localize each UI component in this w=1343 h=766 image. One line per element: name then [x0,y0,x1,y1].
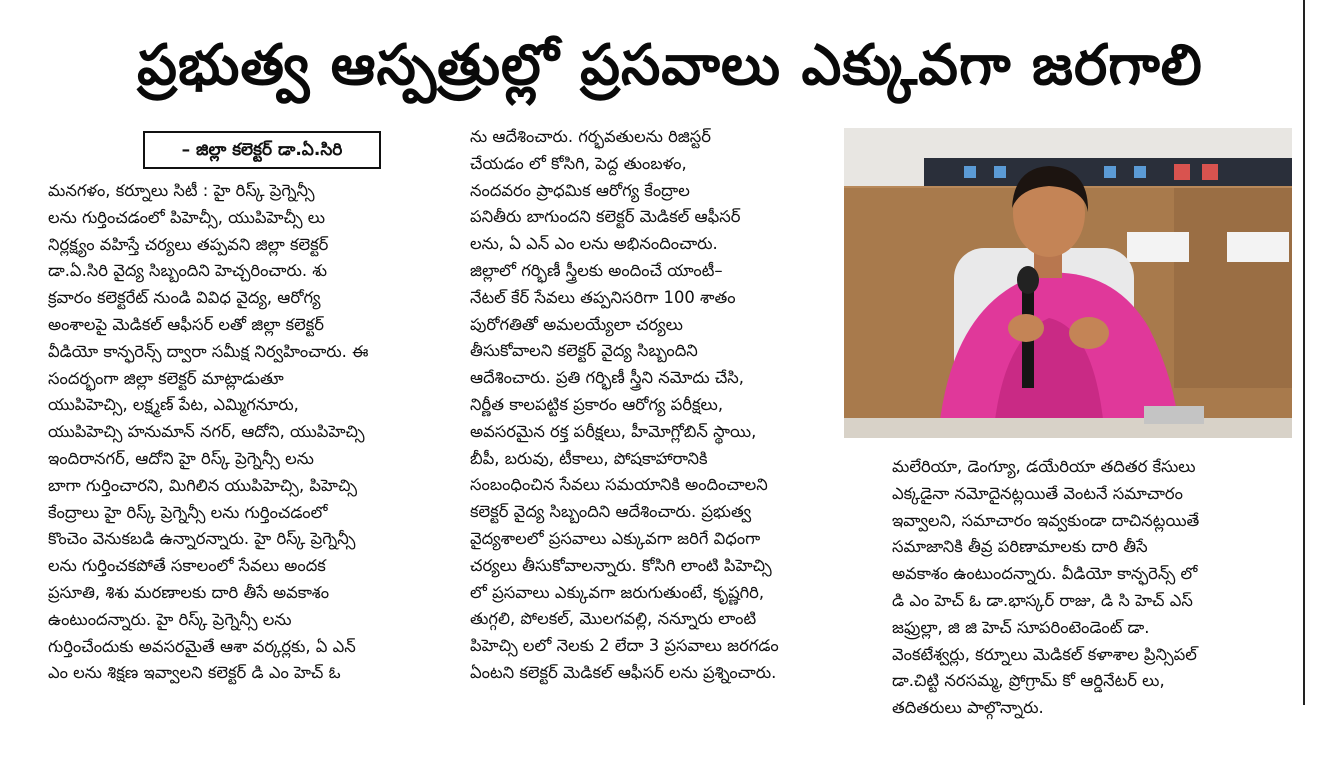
article-line: పనితీరు బాగుందని కలెక్టర్ మెడికల్ ఆఫీసర్ [470,207,741,227]
article-line: లో ప్రసవాలు ఎక్కువగా జరుగుతుంటే, కృష్ణగిరి, [470,582,765,602]
article-line: గుర్తించేందుకు అవసరమైతే ఆశా వర్కర్లకు, ఏ ఎన్ [48,636,356,656]
article-line: తుగ్గలి, పోలకల్, మొలగవల్లి, నన్నూరు లాంటి [470,609,757,629]
article-line: లను గుర్తించకపోతే సకాలంలో సేవలు అందక [48,556,326,576]
article-line: వీడియో కాన్ఫరెన్స్ ద్వారా సమీక్ష నిర్వహించారు. ఈ [48,341,369,361]
article-line: జిల్లాలో గర్భిణీ స్త్రీలకు అందించే యాంటీ– [470,260,723,280]
article-line: నందవరం ప్రాధమిక ఆరోగ్య కేంద్రాల [470,180,690,200]
column-rule [1303,0,1305,705]
article-line: తీసుకోవాలని కలెక్టర్ వైద్య సిబ్బందిని [470,341,698,361]
article-line: సందర్భంగా జిల్లా కలెక్టర్ మాట్లాడుతూ [48,368,284,388]
article-column-3 [892,454,1292,722]
article-column-1 [48,178,460,687]
article-line: తదితరులు పాల్గొన్నారు. [892,698,1044,718]
article-line: ఎక్కడైనా నమోదైనట్లయితే వెంటనే సమాచారం [892,483,1183,503]
article-line: డా.చిట్టి నరసమ్మ, ప్రోగ్రామ్ కో ఆర్డినేటర్ లు, [892,671,1165,691]
article-line: బీపీ, బరువు, టీకాలు, పోషకాహారానికి [470,448,708,468]
article-line: ఇందిరానగర్, ఆదోని హై రిస్క్ ప్రెగ్నెన్సీ లను [48,448,314,468]
article-line: సంబంధించిన సేవలు సమయానికి అందించాలని [470,475,768,495]
article-line: ఆదేశించారు. ప్రతి గర్భిణీ స్త్రీని నమోదు చేసి, [470,368,745,388]
article-line: క్రవారం కలెక్టరేట్ నుండి వివిధ వైద్య, ఆరోగ్య [48,288,321,308]
article-line: జఫ్రుల్లా, జి జి హెచ్ సూపరింటెండెంట్ డా. [892,617,1150,637]
news-photo [844,128,1292,438]
article-line: కొంచెం వెనుకబడి ఉన్నారన్నారు. హై రిస్క్ ప్రెగ్నెన్సీ [48,529,356,549]
article-line: అవసరమైన రక్త పరీక్షలు, హీమోగ్లోబిన్ స్థాయి, [470,421,757,441]
article-line: వైద్యశాలలో ప్రసవాలు ఎక్కువగా జరిగే విధంగా [470,528,761,548]
article-line: ను ఆదేశించారు. గర్భవతులను రిజిస్టర్ [470,127,712,146]
article-line: చేయడం లో కోసిగి, పెద్ద తుంబళం, [470,153,687,173]
article-line: పురోగతితో అమలయ్యేలా చర్యలు [470,314,683,334]
article-line: చర్యలు తీసుకోవాలన్నారు. కోసిగి లాంటి పిహెచ్సి [470,555,772,575]
article-line: అవకాశం ఉంటుందన్నారు. వీడియో కాన్ఫరెన్స్ లో [892,564,1198,584]
article-line: కేంద్రాలు హై రిస్క్ ప్రెగ్నెన్సీ లను గుర్తించడంలో [48,502,328,522]
article-line: యుపిహెచ్సి, లక్ష్మణ్ పేట, ఎమ్మిగనూరు, [48,395,299,415]
article-line: అంశాలపై మెడికల్ ఆఫీసర్ లతో జిల్లా కలెక్టర్ [48,314,325,334]
article-line: బాగా గుర్తించారని, మిగిలిన యుపిహెచ్సి, పిహెచ్సి [48,475,358,495]
article-line: డి ఎం హెచ్ ఓ డా.భాస్కర్ రాజు, డి సి హెచ్ ఎస్ [892,590,1193,610]
article-line: వెంకటేశ్వర్లు, కర్నూలు మెడికల్ కళాశాల ప్రిన్సిపల్ [892,644,1197,664]
article-line: ఇవ్వాలని, సమాచారం ఇవ్వకుండా దాచినట్లయితే [892,510,1200,530]
article-line: ఎం లను శిక్షణ ఇవ్వాలని కలెక్టర్ డి ఎం హెచ్ ఓ [48,663,341,683]
article-line: లను, ఏ ఎన్ ఎం లను అభినందించారు. [470,234,718,254]
headline: ప్రభుత్వ ఆస్పత్రుల్లో ప్రసవాలు ఎక్కువగా జరగాలి [137,33,1203,98]
article-line: డా.ఏ.సిరి వైద్య సిబ్బందిని హెచ్చరించారు. శు [48,261,327,281]
article-line: కలెక్టర్ వైద్య సిబ్బందిని ఆదేశించారు. ప్రభుత్వ [470,502,752,522]
article-line: ఏంటని కలెక్టర్ మెడికల్ ఆఫీసర్ లను ప్రశ్నించారు. [470,662,777,682]
article-column-2 [470,124,842,687]
article-line: మలేరియా, డెంగ్యూ, డయేరియా తదితర కేసులు [892,457,1196,476]
article-line: నిర్లక్ష్యం వహిస్తే చర్యలు తప్పవని జిల్లా కలెక్టర్ [48,234,329,254]
article-line: మనగళం, కర్నూలు సిటీ : హై రిస్క్ ప్రెగ్నెన్సీ [48,181,315,200]
article-line: యుపిహెచ్సి హనుమాన్ నగర్, ఆదోని, యుపిహెచ్సి [48,422,365,442]
byline: – జిల్లా కలెక్టర్ డా.ఏ.సిరి [143,131,381,169]
article-line: ఉంటుందన్నారు. హై రిస్క్ ప్రెగ్నెన్సీ లను [48,609,292,629]
article-line: నిర్ణీత కాలపట్టిక ప్రకారం ఆరోగ్య పరీక్షలు, [470,394,724,414]
article-line: ప్రసూతి, శిశు మరణాలకు దారి తీసే అవకాశం [48,582,330,602]
article-line: నేటల్ కేర్ సేవలు తప్పనిసరిగా 100 శాతం [470,287,736,307]
article-line: లను గుర్తించడంలో పిహెచ్సీ, యుపిహెచ్సీ లు [48,207,326,227]
article-line: పిహెచ్సి లలో నెలకు 2 లేదా 3 ప్రసవాలు జరగడం [470,636,779,656]
collector-speaking-photo [844,128,1292,438]
article-line: సమాజానికి తీవ్ర పరిణామాలకు దారి తీసే [892,537,1148,557]
